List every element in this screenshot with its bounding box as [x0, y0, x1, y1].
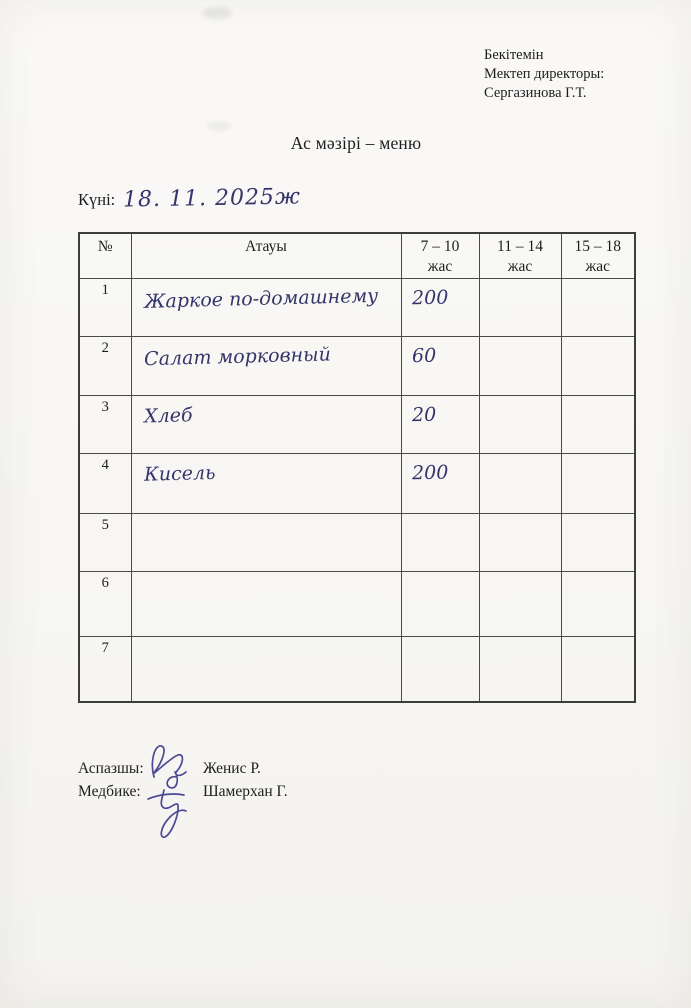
table-row [79, 336, 635, 395]
portion-11-14-cell [479, 278, 561, 336]
row-number-cell: 1 [79, 278, 131, 336]
nurse-signature-line [78, 780, 288, 803]
row-number-cell: 6 [79, 571, 131, 636]
portion-value-handwritten: 200 [411, 461, 449, 484]
portion-11-14-cell [479, 453, 561, 513]
table-row [79, 453, 635, 513]
table-row [79, 278, 635, 336]
cook-name: Женис Р. [203, 760, 261, 777]
menu-table [78, 232, 636, 703]
table-header-row [79, 233, 635, 278]
dish-name-handwritten: Жаркое по-домашнему [143, 284, 378, 313]
portion-15-18-cell [561, 395, 635, 453]
column-header-age-11-14: 11 – 14 жас [479, 233, 561, 278]
date-value-handwritten: 18. 11. 2025ж [123, 184, 302, 213]
portion-11-14-cell [479, 571, 561, 636]
portion-11-14-cell [479, 395, 561, 453]
portion-11-14-cell [479, 336, 561, 395]
date-line [78, 186, 301, 211]
dish-name-cell [131, 395, 401, 453]
approval-line-1: Бекітемін [484, 47, 544, 63]
row-number-cell: 2 [79, 336, 131, 395]
row-number-cell: 5 [79, 513, 131, 571]
date-label: Күні: [78, 190, 116, 209]
document-title: Ас мәзірі – меню [290, 133, 422, 153]
nurse-name: Шамерхан Г. [203, 783, 288, 800]
portion-value-handwritten: 200 [411, 286, 449, 309]
table-row [79, 571, 635, 636]
column-header-age-15-18: 15 – 18 жас [561, 233, 635, 278]
portion-11-14-cell [479, 636, 561, 702]
dish-name-handwritten: Хлеб [143, 403, 193, 427]
cook-signature-line [78, 757, 288, 780]
row-number-cell: 3 [79, 395, 131, 453]
approval-block [484, 46, 604, 103]
portion-7-10-cell [401, 395, 479, 453]
signature-block [78, 757, 288, 803]
portion-15-18-cell [561, 278, 635, 336]
dish-name-cell [131, 513, 401, 571]
approval-line-3: Сергазинова Г.Т. [484, 85, 587, 101]
portion-7-10-cell [401, 513, 479, 571]
portion-15-18-cell [561, 513, 635, 571]
approval-line-2: Мектеп директоры: [484, 66, 605, 82]
portion-15-18-cell [561, 336, 635, 395]
portion-15-18-cell [561, 453, 635, 513]
column-header-age-7-10: 7 – 10 жас [401, 233, 479, 278]
portion-7-10-cell [401, 278, 479, 336]
row-number-cell: 7 [79, 636, 131, 702]
dish-name-handwritten: Салат морковный [143, 342, 331, 370]
scan-smudge [206, 121, 232, 131]
table-row [79, 513, 635, 571]
column-header-name: Атауы [131, 233, 401, 278]
portion-7-10-cell [401, 571, 479, 636]
portion-7-10-cell [401, 636, 479, 702]
table-row [79, 395, 635, 453]
portion-11-14-cell [479, 513, 561, 571]
portion-value-handwritten: 60 [411, 344, 436, 367]
portion-value-handwritten: 20 [411, 403, 436, 426]
dish-name-cell [131, 453, 401, 513]
table-row [79, 636, 635, 702]
row-number-cell: 4 [79, 453, 131, 513]
column-header-number: № [79, 233, 131, 278]
dish-name-cell [131, 336, 401, 395]
portion-15-18-cell [561, 636, 635, 702]
nurse-label: Медбике: [78, 783, 141, 800]
dish-name-cell [131, 278, 401, 336]
portion-7-10-cell [401, 453, 479, 513]
dish-name-cell [131, 571, 401, 636]
cook-label: Аспазшы: [78, 760, 144, 777]
dish-name-cell [131, 636, 401, 702]
scan-smudge [202, 7, 232, 19]
portion-15-18-cell [561, 571, 635, 636]
dish-name-handwritten: Кисель [143, 461, 216, 486]
portion-7-10-cell [401, 336, 479, 395]
